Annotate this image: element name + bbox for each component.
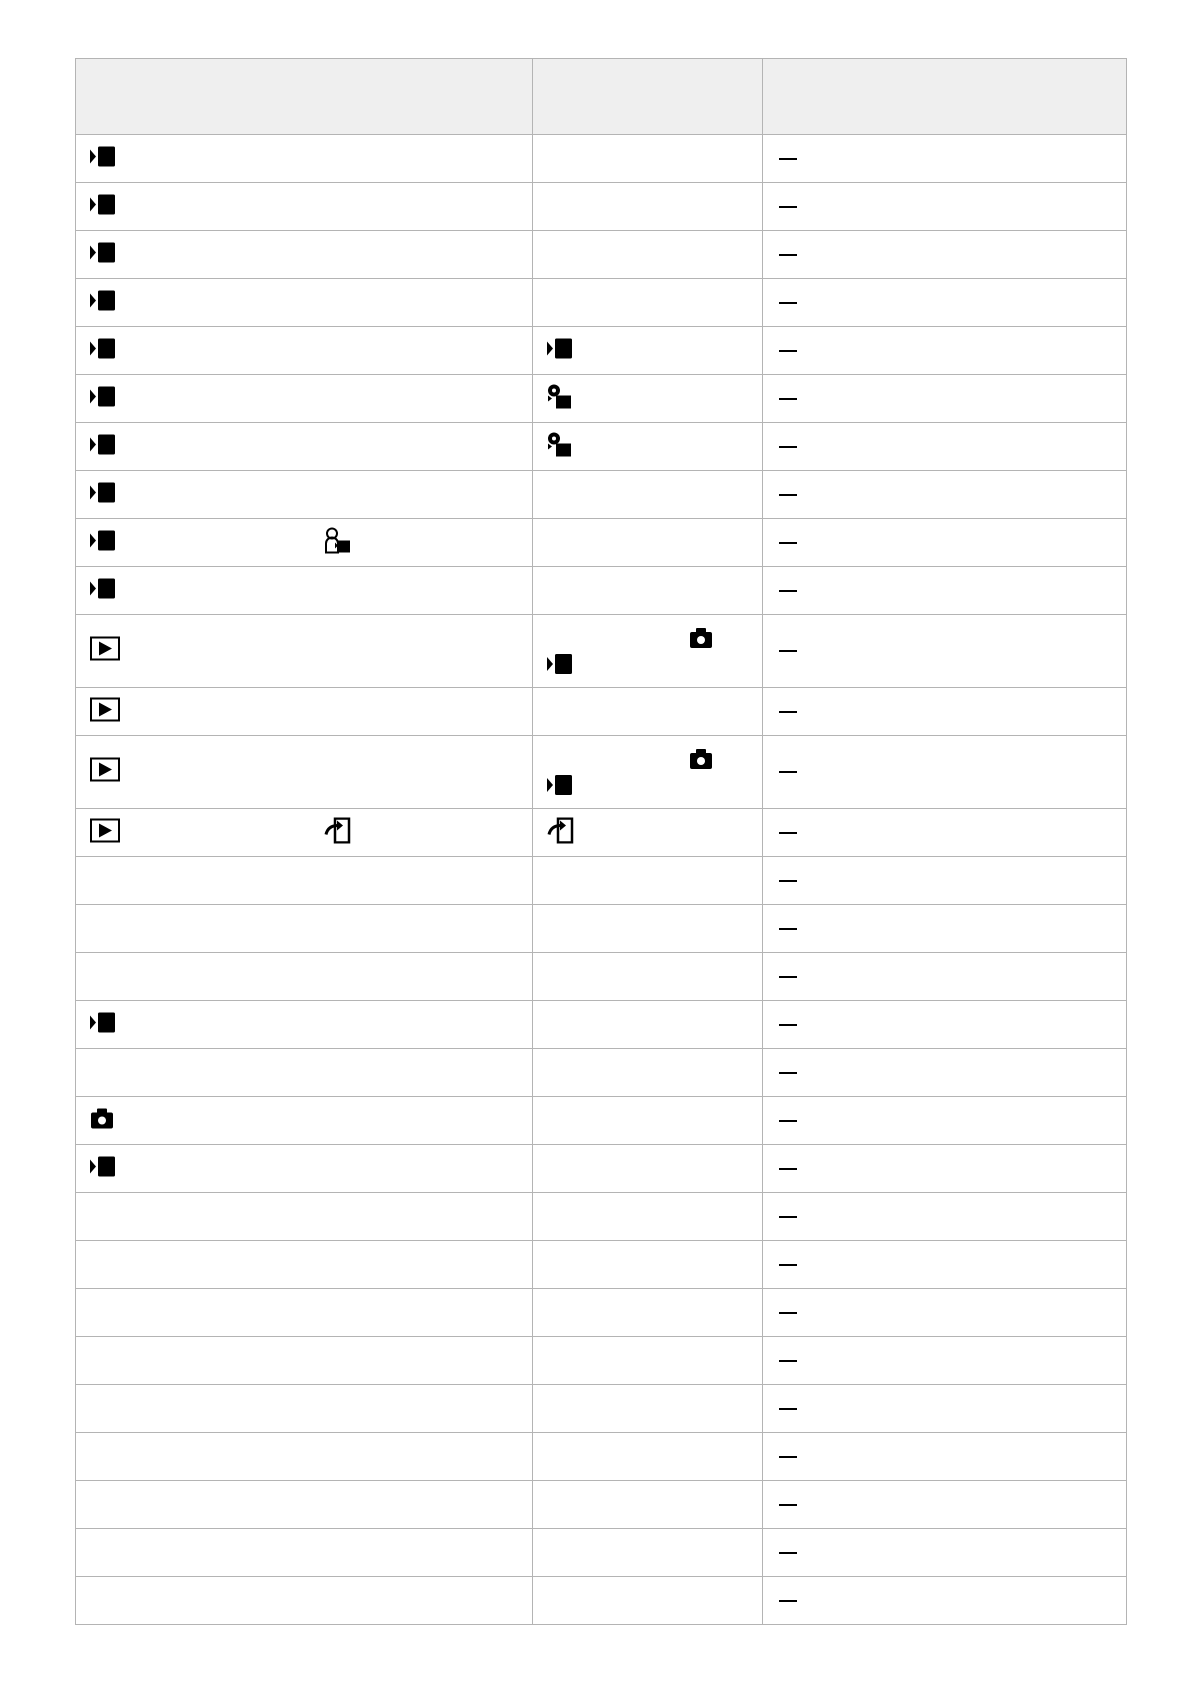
row-value-cell (763, 1241, 1127, 1289)
row-mode-cell (533, 1529, 763, 1577)
table-row (76, 1145, 1127, 1193)
send-to-smartphone-icon (324, 817, 352, 848)
row-value-cell (763, 375, 1127, 423)
movie-icon (547, 774, 573, 801)
dash-mark (779, 1312, 797, 1314)
dash-mark (779, 254, 797, 256)
dash-mark (779, 1264, 797, 1266)
dash-mark (779, 1456, 797, 1458)
movie-icon (90, 337, 116, 364)
row-value-cell (763, 1481, 1127, 1529)
dash-mark (779, 158, 797, 160)
table-row (76, 1481, 1127, 1529)
playback-icon (90, 758, 120, 787)
row-value-cell (763, 1289, 1127, 1337)
row-value-cell (763, 736, 1127, 809)
row-item-cell (76, 809, 533, 857)
row-mode-cell (533, 688, 763, 736)
table-row (76, 1577, 1127, 1625)
row-mode-cell (533, 1001, 763, 1049)
row-mode-cell (533, 1289, 763, 1337)
row-item-cell (76, 135, 533, 183)
table-row (76, 1433, 1127, 1481)
row-value-cell (763, 615, 1127, 688)
movie-icon (90, 529, 116, 556)
table-row (76, 953, 1127, 1001)
row-value-cell (763, 953, 1127, 1001)
row-value-cell (763, 423, 1127, 471)
row-value-cell (763, 1577, 1127, 1625)
row-mode-cell (533, 615, 763, 688)
table-row (76, 471, 1127, 519)
row-mode-cell (533, 809, 763, 857)
table-row (76, 279, 1127, 327)
playback-icon (90, 818, 120, 847)
row-item-cell (76, 375, 533, 423)
playback-icon (90, 637, 120, 666)
dash-mark (779, 1504, 797, 1506)
row-item-cell (76, 1385, 533, 1433)
movie-icon (90, 145, 116, 172)
movie-icon (90, 241, 116, 268)
row-value-cell (763, 1337, 1127, 1385)
row-value-cell (763, 1193, 1127, 1241)
row-mode-cell (533, 1145, 763, 1193)
table-row (76, 183, 1127, 231)
dash-mark (779, 880, 797, 882)
camera-icon (689, 748, 713, 775)
row-mode-cell (533, 423, 763, 471)
table-row (76, 519, 1127, 567)
row-value-cell (763, 279, 1127, 327)
row-item-cell (76, 736, 533, 809)
row-mode-cell (533, 327, 763, 375)
table-row (76, 423, 1127, 471)
movie-icon (90, 1011, 116, 1038)
dash-mark (779, 1600, 797, 1602)
row-value-cell (763, 231, 1127, 279)
dash-mark (779, 711, 797, 713)
row-mode-cell (533, 1481, 763, 1529)
row-item-cell (76, 327, 533, 375)
row-value-cell (763, 567, 1127, 615)
movie-icon (90, 289, 116, 316)
dash-mark (779, 590, 797, 592)
row-item-cell (76, 1193, 533, 1241)
table-row (76, 1337, 1127, 1385)
header-cell-1 (76, 59, 533, 135)
row-item-cell (76, 423, 533, 471)
dash-mark (779, 446, 797, 448)
row-item-cell (76, 953, 533, 1001)
row-item-cell (76, 279, 533, 327)
row-value-cell (763, 688, 1127, 736)
row-item-cell (76, 1145, 533, 1193)
row-item-cell (76, 905, 533, 953)
header-cell-2 (533, 59, 763, 135)
movie-icon (90, 433, 116, 460)
row-item-cell (76, 183, 533, 231)
dash-mark (779, 350, 797, 352)
header-cell-3 (763, 59, 1127, 135)
row-mode-cell (533, 736, 763, 809)
row-mode-cell (533, 1097, 763, 1145)
row-mode-cell (533, 1241, 763, 1289)
dash-mark (779, 398, 797, 400)
row-item-cell (76, 1289, 533, 1337)
row-mode-cell (533, 231, 763, 279)
row-value-cell (763, 327, 1127, 375)
row-value-cell (763, 1049, 1127, 1097)
row-item-cell (76, 1001, 533, 1049)
slow-quick-motion-icon (547, 383, 573, 414)
table-row (76, 905, 1127, 953)
row-item-cell (76, 1529, 533, 1577)
dash-mark (779, 1024, 797, 1026)
row-item-cell (76, 1049, 533, 1097)
table-row (76, 375, 1127, 423)
dash-mark (779, 1216, 797, 1218)
row-item-cell (76, 1433, 533, 1481)
row-item-cell (76, 1097, 533, 1145)
row-mode-cell (533, 857, 763, 905)
row-mode-cell (533, 135, 763, 183)
row-mode-cell (533, 1433, 763, 1481)
playback-icon (90, 697, 120, 726)
table-row (76, 809, 1127, 857)
row-mode-cell (533, 1193, 763, 1241)
row-mode-cell (533, 471, 763, 519)
camera-icon (689, 627, 713, 654)
dash-mark (779, 1120, 797, 1122)
row-mode-cell (533, 183, 763, 231)
movie-icon (90, 577, 116, 604)
table-row (76, 736, 1127, 809)
row-mode-cell (533, 567, 763, 615)
table-header-row (76, 59, 1127, 135)
row-mode-cell (533, 953, 763, 1001)
table-row (76, 615, 1127, 688)
table-row (76, 1529, 1127, 1577)
dash-mark (779, 650, 797, 652)
row-mode-cell (533, 1577, 763, 1625)
send-to-smartphone-icon (547, 817, 575, 848)
row-value-cell (763, 1001, 1127, 1049)
table-row (76, 1097, 1127, 1145)
row-item-cell (76, 519, 533, 567)
dash-mark (779, 976, 797, 978)
row-value-cell (763, 1529, 1127, 1577)
row-value-cell (763, 135, 1127, 183)
row-mode-cell (533, 1385, 763, 1433)
row-item-cell (76, 231, 533, 279)
row-value-cell (763, 519, 1127, 567)
movie-icon (90, 385, 116, 412)
row-value-cell (763, 1385, 1127, 1433)
table-row (76, 1049, 1127, 1097)
table-row (76, 567, 1127, 615)
row-mode-cell (533, 375, 763, 423)
table-body (76, 135, 1127, 1625)
movie-icon (547, 653, 573, 680)
row-item-cell (76, 1577, 533, 1625)
table-row (76, 1193, 1127, 1241)
row-value-cell (763, 471, 1127, 519)
dash-mark (779, 928, 797, 930)
row-item-cell (76, 857, 533, 905)
dash-mark (779, 1552, 797, 1554)
table-row (76, 1385, 1127, 1433)
settings-table (75, 58, 1127, 1625)
row-item-cell (76, 1241, 533, 1289)
row-value-cell (763, 1433, 1127, 1481)
table-row (76, 688, 1127, 736)
row-value-cell (763, 809, 1127, 857)
row-value-cell (763, 857, 1127, 905)
row-value-cell (763, 1097, 1127, 1145)
row-item-cell (76, 1481, 533, 1529)
dash-mark (779, 832, 797, 834)
dash-mark (779, 302, 797, 304)
dash-mark (779, 771, 797, 773)
row-value-cell (763, 183, 1127, 231)
dash-mark (779, 494, 797, 496)
row-mode-cell (533, 279, 763, 327)
row-item-cell (76, 688, 533, 736)
dash-mark (779, 206, 797, 208)
row-item-cell (76, 615, 533, 688)
movie-icon (90, 481, 116, 508)
dash-mark (779, 1072, 797, 1074)
table-row (76, 857, 1127, 905)
table-row (76, 1289, 1127, 1337)
dash-mark (779, 542, 797, 544)
table-row (76, 135, 1127, 183)
row-value-cell (763, 1145, 1127, 1193)
row-mode-cell (533, 1049, 763, 1097)
row-mode-cell (533, 1337, 763, 1385)
row-item-cell (76, 567, 533, 615)
movie-icon (90, 1155, 116, 1182)
row-mode-cell (533, 905, 763, 953)
person-shooting-icon (324, 527, 352, 558)
row-value-cell (763, 905, 1127, 953)
row-mode-cell (533, 519, 763, 567)
row-item-cell (76, 471, 533, 519)
table-row (76, 327, 1127, 375)
dash-mark (779, 1168, 797, 1170)
movie-icon (90, 193, 116, 220)
slow-quick-motion-icon (547, 431, 573, 462)
table-row (76, 1001, 1127, 1049)
table-row (76, 231, 1127, 279)
camera-icon (90, 1107, 114, 1134)
dash-mark (779, 1408, 797, 1410)
movie-icon (547, 337, 573, 364)
dash-mark (779, 1360, 797, 1362)
table-row (76, 1241, 1127, 1289)
row-item-cell (76, 1337, 533, 1385)
